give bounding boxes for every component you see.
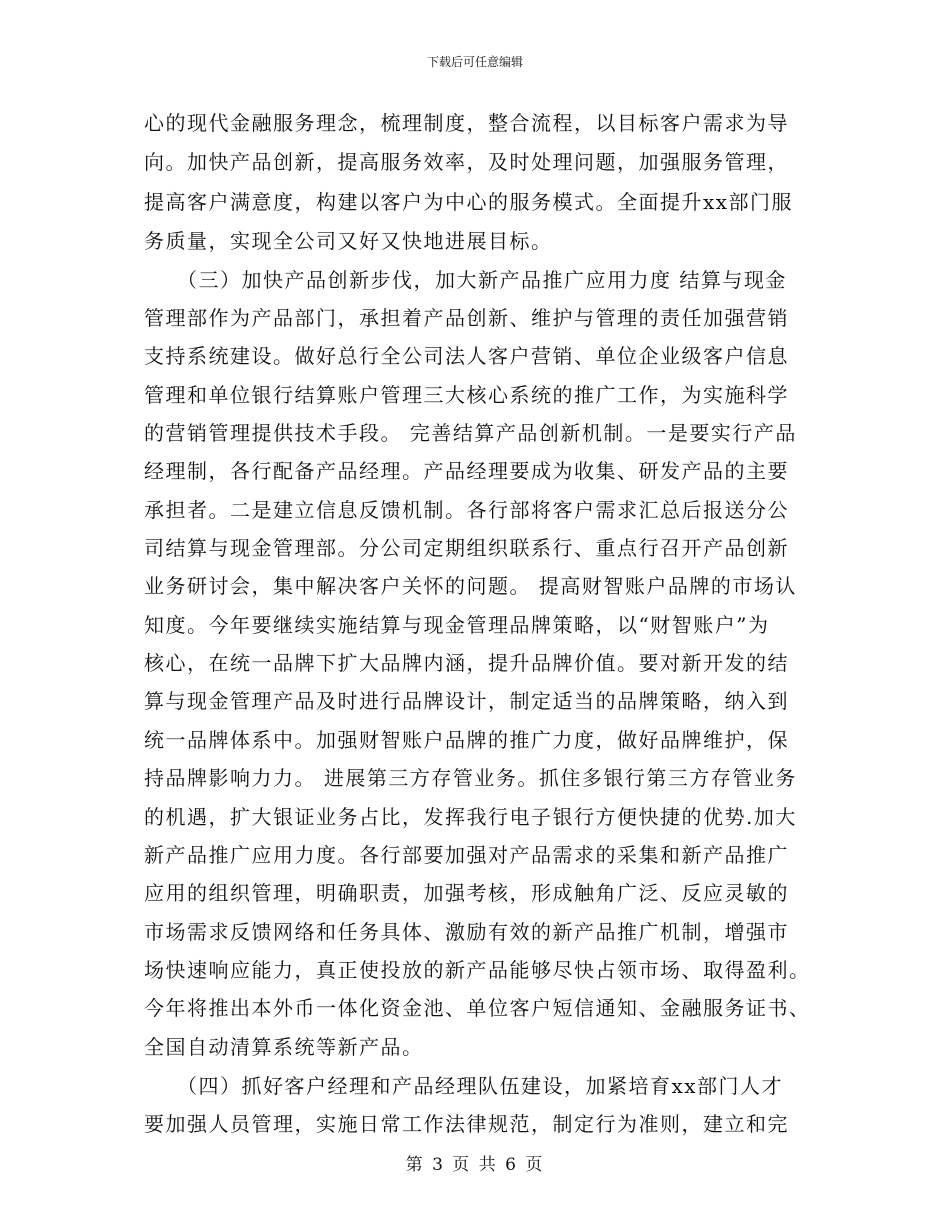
body-line: 新产品推广应用力度。各行部要加强对产品需求的采集和新产品推广 <box>144 843 789 867</box>
body-line: 今年将推出本外币一体化资金池、单位客户短信通知、金融服务证书、 <box>144 996 811 1020</box>
body-line: 知度。今年要继续实施结算与现金管理品牌策略，以“财智账户”为 <box>144 613 770 637</box>
body-line: （四）抓好客户经理和产品经理队伍建设，加紧培育xx部门人才 <box>144 1074 784 1098</box>
body-line: 算与现金管理产品及时进行品牌设计，制定适当的品牌策略，纳入到 <box>144 689 789 713</box>
body-line: 场快速响应能力，真正使投放的新产品能够尽快占领市场、取得盈利。 <box>144 958 811 982</box>
body-line: 要加强人员管理，实施日常工作法律规范，制定行为准则，建立和完 <box>144 1112 789 1136</box>
body-line: 管理部作为产品部门，承担着产品创新、维护与管理的责任加强营销 <box>144 306 789 330</box>
body-line: 的机遇，扩大银证业务占比，发挥我行电子银行方便快捷的优势.加大 <box>144 805 797 829</box>
body-line: 司结算与现金管理部。分公司定期组织联系行、重点行召开产品创新 <box>144 536 789 560</box>
body-line: 支持系统建设。做好总行全公司法人客户营销、单位企业级客户信息 <box>144 344 789 368</box>
body-line: 承担者。二是建立信息反馈机制。各行部将客户需求汇总后报送分公 <box>144 498 789 522</box>
body-line: 市场需求反馈网络和任务具体、激励有效的新产品推广机制，增强市 <box>144 920 789 944</box>
body-line: 心的现代金融服务理念，梳理制度，整合流程，以目标客户需求为导 <box>144 111 789 135</box>
body-line: 全国自动清算系统等新产品。 <box>144 1035 424 1059</box>
body-line: 持品牌影响力力。 进展第三方存管业务。抓住多银行第三方存管业务 <box>144 766 797 790</box>
body-line: 务质量，实现全公司又好又快地进展目标。 <box>144 229 553 253</box>
body-line: 核心，在统一品牌下扩大品牌内涵，提升品牌价值。要对新开发的结 <box>144 651 789 675</box>
body-line: 应用的组织管理，明确职责，加强考核，形成触角广泛、反应灵敏的 <box>144 881 789 905</box>
body-line: 提高客户满意度，构建以客户为中心的服务模式。全面提升xx部门服 <box>144 190 794 214</box>
body-line: 管理和单位银行结算账户管理三大核心系统的推广工作，为实施科学 <box>144 383 789 407</box>
body-line: （三）加快产品创新步伐，加大新产品推广应用力度 结算与现金 <box>144 268 787 292</box>
body-line: 业务研讨会，集中解决客户关怀的问题。 提高财智账户品牌的市场认 <box>144 574 797 598</box>
body-line: 经理制，各行配备产品经理。产品经理要成为收集、研发产品的主要 <box>144 459 789 483</box>
body-line: 的营销管理提供技术手段。 完善结算产品创新机制。一是要实行产品 <box>144 421 797 445</box>
page-number: 第 3 页 共 6 页 <box>405 1155 545 1175</box>
body-line: 向。加快产品创新，提高服务效率，及时处理问题，加强服务管理， <box>144 150 789 174</box>
page-header: 下载后可任意编辑 <box>426 55 523 69</box>
body-line: 统一品牌体系中。加强财智账户品牌的推广力度，做好品牌维护，保 <box>144 728 789 752</box>
